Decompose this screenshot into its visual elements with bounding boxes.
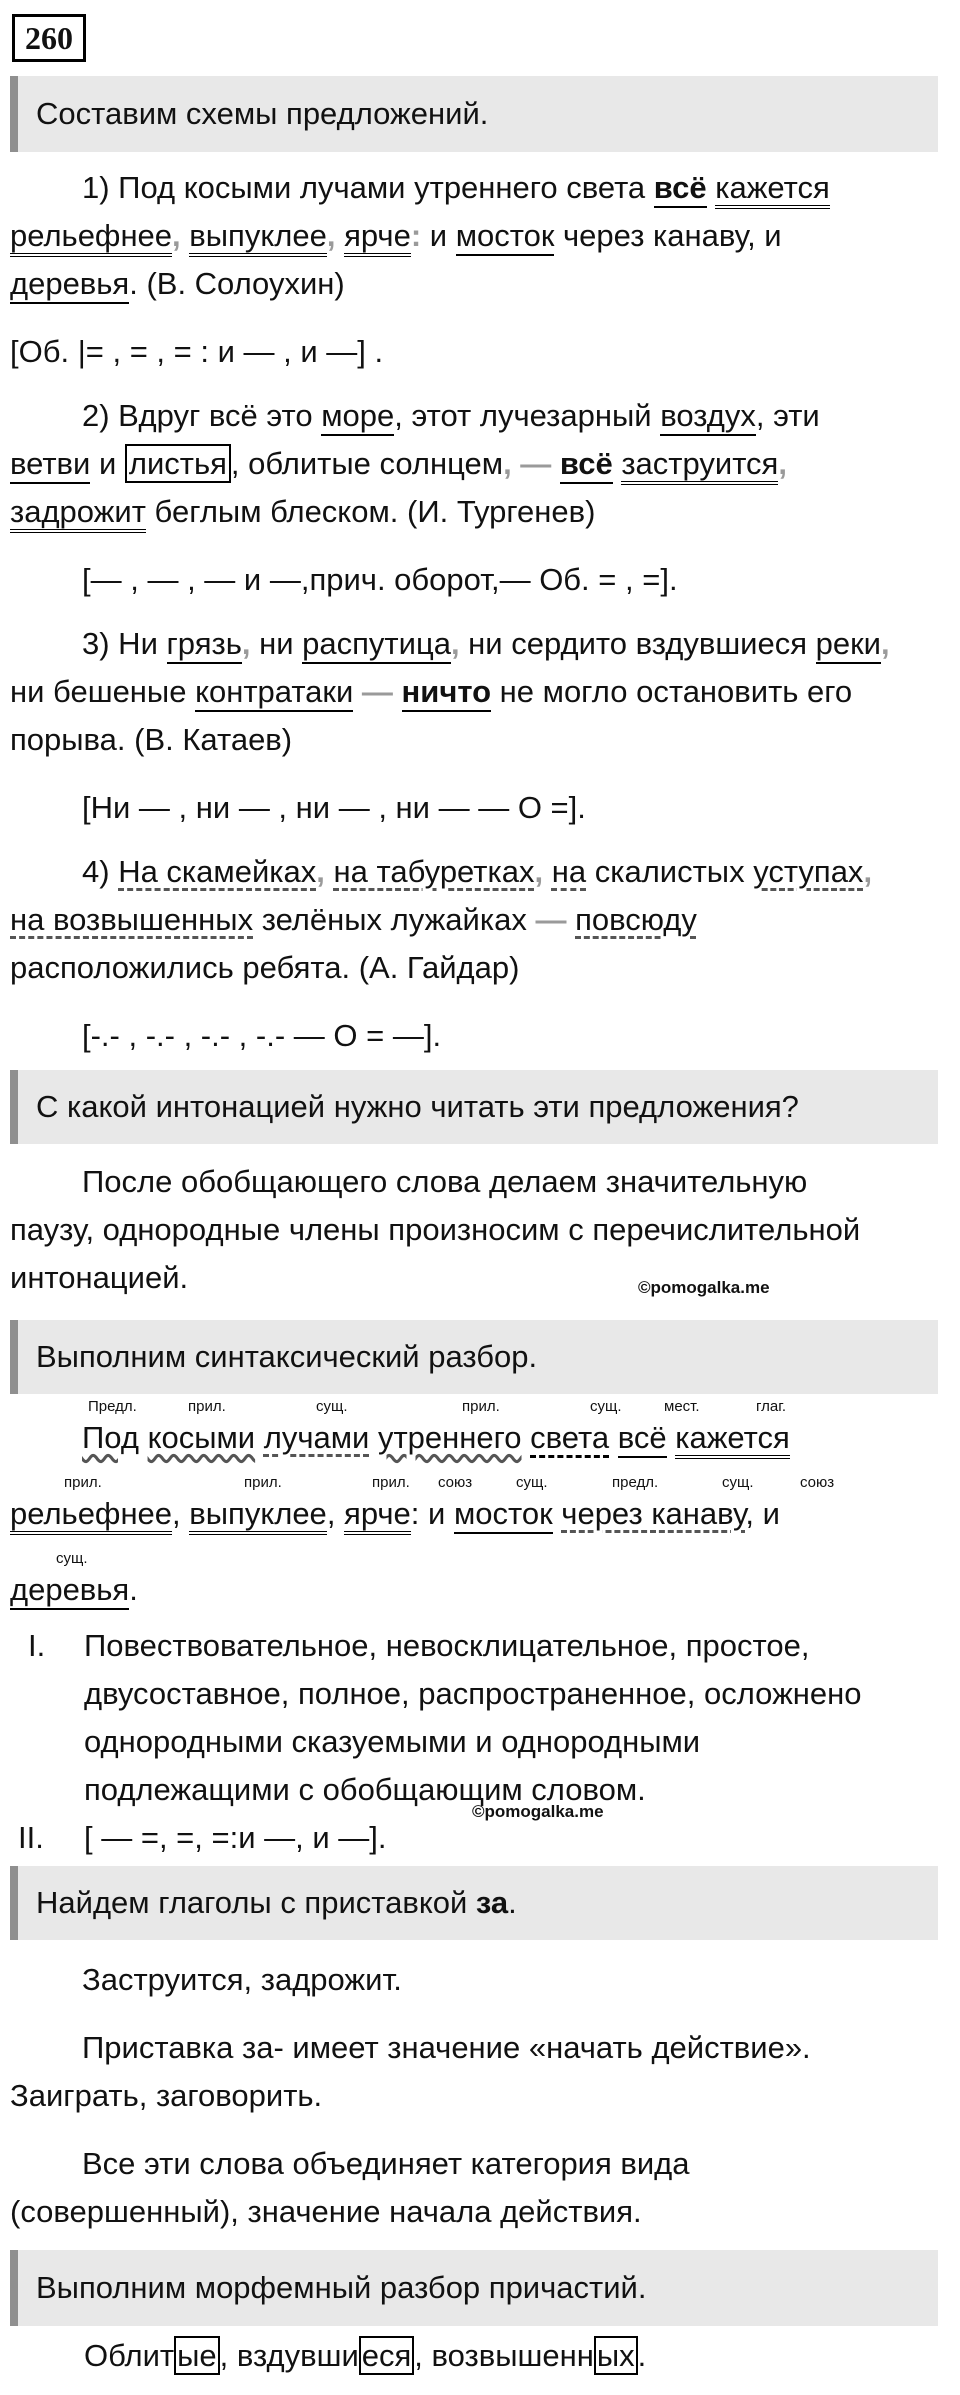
word: выпуклее bbox=[189, 1496, 327, 1535]
parse-desc-2: двусоставное, полное, распространенное, осложнено bbox=[84, 1676, 862, 1711]
section-title: Составим схемы предложений. bbox=[36, 96, 489, 131]
word: через канаву bbox=[561, 1496, 746, 1531]
predicate: задрожит bbox=[10, 494, 146, 533]
word: ярче bbox=[344, 1496, 411, 1535]
pos-label: глаг. bbox=[756, 1398, 787, 1415]
comma: , bbox=[172, 218, 181, 253]
text: . bbox=[129, 1572, 138, 1607]
text: через канаву, и bbox=[554, 218, 782, 253]
word: Под bbox=[82, 1420, 139, 1455]
text bbox=[325, 854, 334, 889]
subject: реки bbox=[816, 626, 881, 664]
pos-label: сущ. bbox=[516, 1474, 548, 1491]
word: лучами bbox=[263, 1420, 370, 1455]
subject: грязь bbox=[167, 626, 242, 664]
sentence-4-line-1 bbox=[82, 854, 872, 890]
pos-label: сущ. bbox=[590, 1398, 622, 1415]
colon: : bbox=[410, 218, 422, 253]
text: . (В. Солоухин) bbox=[129, 266, 345, 301]
prefix-meaning-2: Заиграть, заговорить. bbox=[10, 2078, 323, 2113]
text: ни бешеные bbox=[10, 674, 196, 709]
adverbial: на табуретках bbox=[333, 854, 535, 889]
sentence-1-line-2 bbox=[10, 218, 782, 254]
adverbial: на возвышенных bbox=[10, 902, 254, 937]
watermark: ©pomogalka.me bbox=[472, 1802, 604, 1821]
comma: , bbox=[316, 854, 325, 889]
scheme-4: [-.- , -.- , -.- , -.- — О = —]. bbox=[82, 1018, 442, 1053]
roman-numeral-2: II. bbox=[18, 1820, 44, 1855]
subject: мосток bbox=[456, 218, 555, 256]
pos-label: предл. bbox=[612, 1474, 659, 1491]
text: не могло остановить его bbox=[491, 674, 853, 709]
adverbial: на bbox=[551, 854, 587, 889]
sentence-2-line-1 bbox=[82, 398, 820, 434]
pos-label: прил. bbox=[462, 1398, 500, 1415]
pos-label: мест. bbox=[664, 1398, 700, 1415]
dash: — bbox=[535, 902, 567, 937]
text: , этот лучезарный bbox=[394, 398, 661, 433]
text: . bbox=[637, 2338, 647, 2373]
section-title: Выполним синтаксический разбор. bbox=[36, 1339, 538, 1374]
pos-label: сущ. bbox=[316, 1398, 348, 1415]
morpheme-parse bbox=[84, 2338, 646, 2374]
pos-label: прил. bbox=[64, 1474, 102, 1491]
text: беглым блеском. (И. Тургенев) bbox=[145, 494, 596, 529]
sentence-2-line-2 bbox=[10, 446, 787, 482]
sentence-4-line-3: расположились ребята. (А. Гайдар) bbox=[10, 950, 520, 985]
comma: , bbox=[326, 218, 336, 253]
word: рельефнее bbox=[10, 1496, 172, 1535]
sentence-4-line-2 bbox=[10, 902, 697, 938]
text: , bbox=[172, 1496, 190, 1531]
section-title: С какой интонацией нужно читать эти предложения? bbox=[36, 1089, 799, 1124]
parse-desc-1: Повествовательное, невосклицательное, простое, bbox=[84, 1628, 810, 1663]
text: 4) bbox=[82, 854, 119, 889]
prefix-meaning-1: Приставка за- имеет значение «начать действие». bbox=[82, 2030, 811, 2065]
adverbial: На скамейках bbox=[118, 854, 317, 889]
predicate: заструится bbox=[621, 446, 778, 485]
participle-2-stem: вздувши bbox=[236, 2338, 359, 2373]
text: и bbox=[421, 218, 456, 253]
text: 2) Вдруг всё это bbox=[82, 398, 322, 433]
ending-box: ые bbox=[174, 2336, 220, 2375]
subject: распутица bbox=[302, 626, 451, 664]
comma: , bbox=[863, 854, 873, 889]
section-verbs bbox=[10, 1866, 938, 1940]
text: , bbox=[326, 1496, 345, 1531]
generalizing-word: ничто bbox=[402, 674, 492, 712]
text: и bbox=[90, 446, 125, 481]
exercise-number: 260 bbox=[12, 14, 86, 62]
text: : и bbox=[410, 1496, 454, 1531]
text: скалистых bbox=[586, 854, 754, 889]
dash: , — bbox=[503, 446, 560, 481]
intonation-line-2: паузу, однородные члены произносим с перечислительной bbox=[10, 1212, 861, 1247]
section-schemes bbox=[10, 76, 938, 152]
comma: , bbox=[241, 626, 251, 661]
text bbox=[553, 1496, 562, 1531]
word: косыми bbox=[147, 1420, 256, 1455]
word: всё bbox=[618, 1420, 667, 1458]
section-intonation bbox=[10, 1070, 938, 1144]
text: , bbox=[414, 2338, 432, 2373]
parse-line-1 bbox=[82, 1420, 790, 1456]
pos-label: союз bbox=[800, 1474, 835, 1491]
sentence-3-line-1 bbox=[82, 626, 890, 662]
intonation-line-1: После обобщающего слова делаем значительную bbox=[82, 1164, 808, 1199]
sentence-2-line-3 bbox=[10, 494, 595, 530]
section-morph bbox=[10, 2250, 938, 2326]
pos-label: прил. bbox=[188, 1398, 226, 1415]
category-1: Все эти слова объединяет категория вида bbox=[82, 2146, 690, 2181]
roman-numeral-1: I. bbox=[28, 1628, 46, 1663]
section-title: Найдем глаголы с приставкой bbox=[36, 1885, 476, 1920]
subject: контратаки bbox=[195, 674, 353, 712]
parse-line-2 bbox=[10, 1496, 780, 1532]
defined-word: листья bbox=[125, 444, 231, 483]
scheme-1: [Об. |= , = , = : и — , и —] . bbox=[10, 334, 384, 369]
subject: море bbox=[321, 398, 394, 436]
ending-box: ых bbox=[594, 2336, 638, 2375]
comma: , bbox=[534, 854, 544, 889]
text: ни сердито вздувшиеся bbox=[459, 626, 816, 661]
sentence-1-line-3 bbox=[10, 266, 345, 302]
section-parse bbox=[10, 1320, 938, 1394]
sentence-3-line-3: порыва. (В. Катаев) bbox=[10, 722, 293, 757]
scheme-2: [— , — , — и —,прич. оборот,— Об. = , =]. bbox=[82, 562, 678, 597]
pos-label: прил. bbox=[244, 1474, 282, 1491]
participle-phrase: , облитые солнцем bbox=[230, 446, 504, 481]
scheme-3: [Ни — , ни — , ни — , ни — — О =]. bbox=[82, 790, 586, 825]
predicate: ярче bbox=[344, 218, 411, 257]
participle-1-stem: Облит bbox=[84, 2338, 175, 2373]
word: кажется bbox=[675, 1420, 790, 1459]
postfix-box: еся bbox=[359, 2336, 415, 2375]
section-title: Выполним морфемный разбор причастий. bbox=[36, 2270, 647, 2305]
text bbox=[543, 854, 552, 889]
pos-label: сущ. bbox=[56, 1550, 88, 1567]
word: деревья bbox=[10, 1572, 129, 1610]
subject: деревья bbox=[10, 266, 129, 304]
sentence-3-line-2 bbox=[10, 674, 852, 710]
text bbox=[566, 902, 575, 937]
adverbial: уступах bbox=[753, 854, 864, 889]
watermark: ©pomogalka.me bbox=[638, 1278, 770, 1297]
intonation-line-3: интонацией. bbox=[10, 1260, 189, 1295]
predicate: рельефнее bbox=[10, 218, 172, 257]
comma: , bbox=[450, 626, 460, 661]
parse-line-3 bbox=[10, 1572, 138, 1608]
predicate: выпуклее bbox=[189, 218, 327, 257]
text: зелёных лужайках bbox=[253, 902, 536, 937]
text: . bbox=[508, 1885, 517, 1920]
text bbox=[707, 170, 716, 205]
text: , и bbox=[745, 1496, 780, 1531]
pos-label: союз bbox=[438, 1474, 473, 1491]
pos-label: сущ. bbox=[722, 1474, 754, 1491]
participle-3-stem: возвышенн bbox=[431, 2338, 594, 2373]
category-2: (совершенный), значение начала действия. bbox=[10, 2194, 642, 2229]
generalizing-word: повсюду bbox=[575, 902, 697, 937]
parse-desc-3: однородными сказуемыми и однородными bbox=[84, 1724, 701, 1759]
predicate: кажется bbox=[715, 170, 830, 209]
verbs-found: Заструится, задрожит. bbox=[82, 1962, 402, 1997]
word: утреннего bbox=[377, 1420, 522, 1455]
text: , эти bbox=[755, 398, 820, 433]
comma: , bbox=[881, 626, 890, 661]
word: мосток bbox=[454, 1496, 553, 1534]
subject: всё bbox=[654, 170, 707, 208]
pos-label: прил. bbox=[372, 1474, 410, 1491]
text: 1) Под косыми лучами утреннего света bbox=[82, 170, 654, 205]
subject: воздух bbox=[660, 398, 756, 436]
parse-scheme: [ — =, =, =:и —, и —]. bbox=[84, 1820, 387, 1855]
dash: — bbox=[353, 674, 402, 709]
generalizing-word: всё bbox=[560, 446, 613, 484]
parse-desc-4: подлежащими с обобщающим словом. bbox=[84, 1772, 646, 1807]
word: света bbox=[530, 1420, 609, 1458]
text: 3) Ни bbox=[82, 626, 167, 661]
sentence-1-line-1 bbox=[82, 170, 830, 206]
text: , bbox=[219, 2338, 237, 2373]
comma: , bbox=[778, 446, 787, 481]
prefix-bold: за bbox=[475, 1885, 509, 1920]
text: ни bbox=[250, 626, 303, 661]
pos-label: Предл. bbox=[88, 1398, 137, 1415]
subject: ветви bbox=[10, 446, 90, 484]
